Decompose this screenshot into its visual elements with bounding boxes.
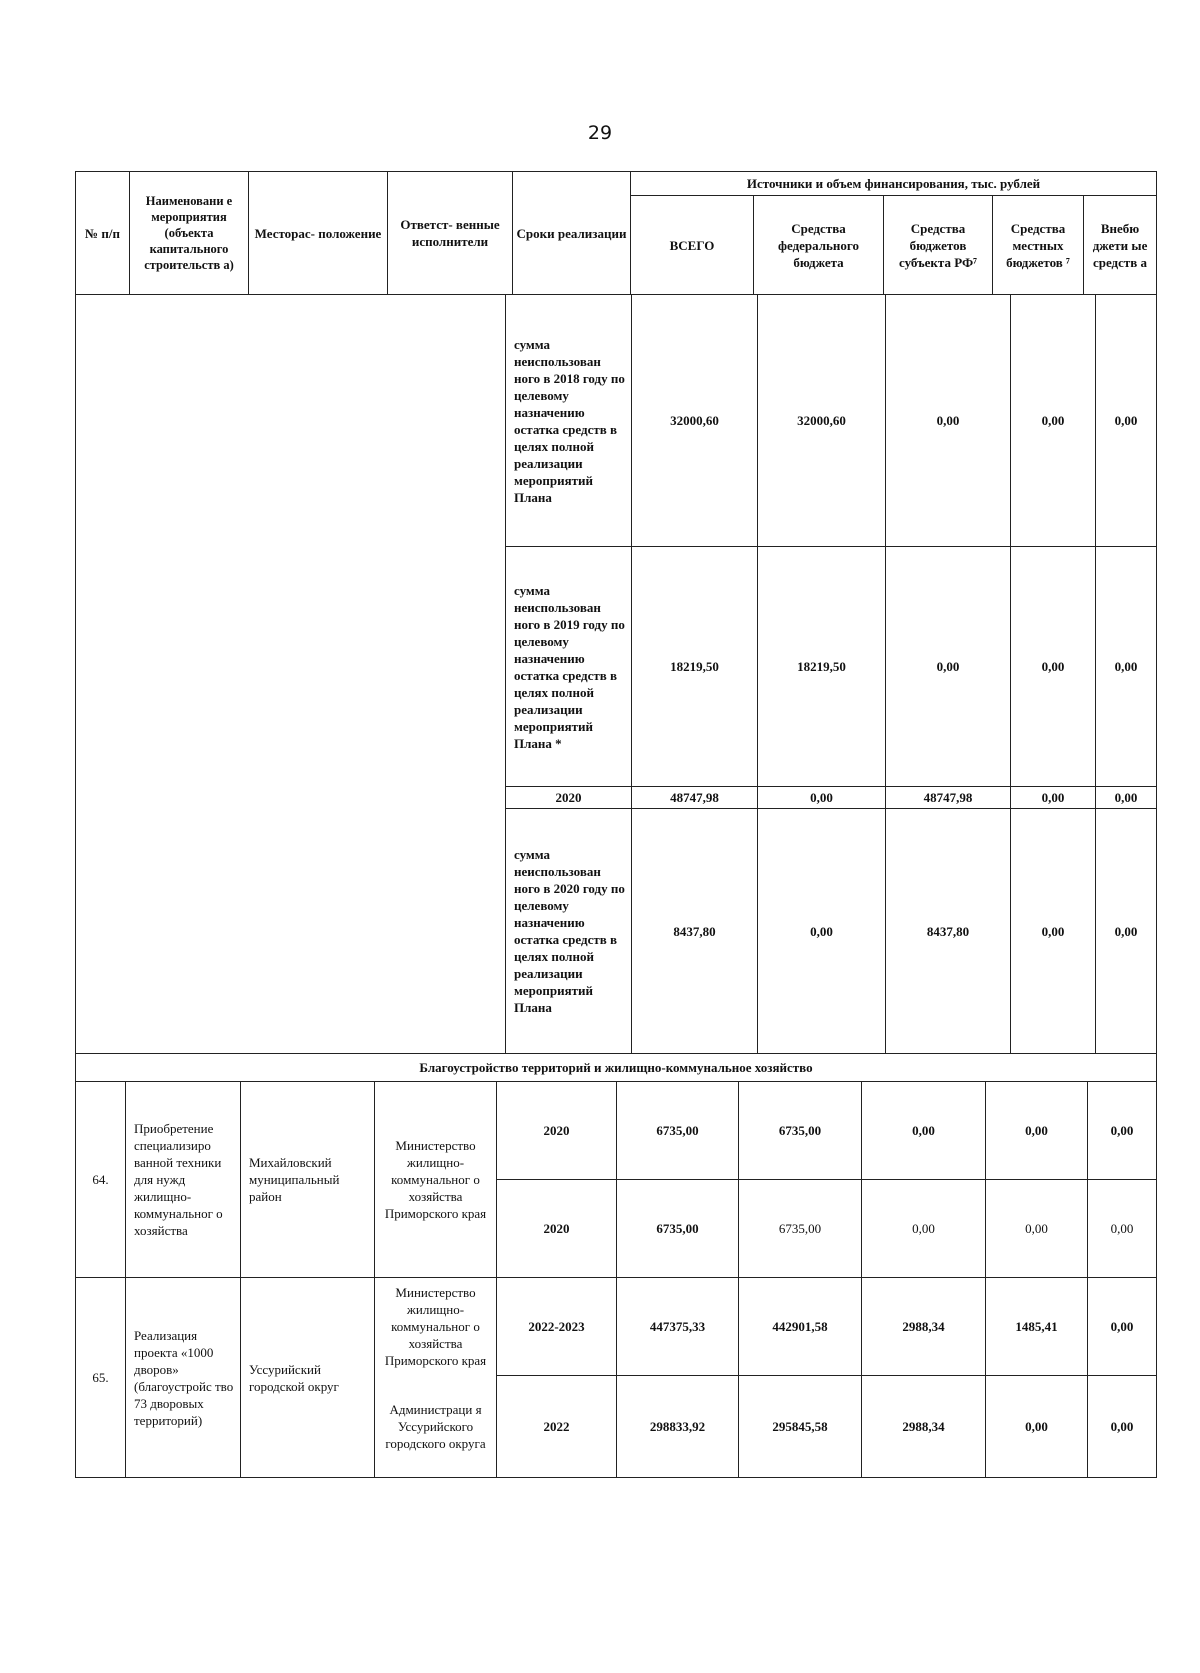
header-col-responsible: Ответст- венные исполнители <box>388 172 513 295</box>
item-65-row-2-federal: 295845,58 <box>739 1376 862 1478</box>
continuation-table <box>75 294 1157 1054</box>
item-64-row-2-total: 6735,00 <box>617 1180 739 1278</box>
cont-row-1-subject: 0,00 <box>886 295 1011 547</box>
item-65-row-1-period: 2022-2023 <box>497 1278 617 1376</box>
cont-row-2-period: сумма неиспользован ного в 2019 году по целевому назначению остатка средств в целях полной реализации мероприятий Плана * <box>506 547 632 787</box>
cont-row-4-total: 8437,80 <box>632 809 758 1054</box>
cont-row-1-period: сумма неиспользован ного в 2018 году по целевому назначению остатка средств в целях полной реализации мероприятий Плана <box>506 295 632 547</box>
cont-row-4-federal: 0,00 <box>758 809 886 1054</box>
item-64-row-1-extra: 0,00 <box>1088 1082 1157 1180</box>
page-number: 29 <box>587 122 613 144</box>
item-65-name: Реализация проекта «1000 дворов» (благоустройс тво 73 дворовых территорий) <box>126 1278 241 1478</box>
item-64-row-2-extra: 0,00 <box>1088 1180 1157 1278</box>
cont-row-3-extra: 0,00 <box>1096 787 1157 809</box>
cont-row-4-subject: 8437,80 <box>886 809 1011 1054</box>
cont-row-3-subject: 48747,98 <box>886 787 1011 809</box>
item-64-row-1-period: 2020 <box>497 1082 617 1180</box>
header-col-no: № п/п <box>76 172 130 295</box>
section-title: Благоустройство территорий и жилищно-коммунальное хозяйство <box>76 1054 1157 1082</box>
item-65-row-1-extra: 0,00 <box>1088 1278 1157 1376</box>
cont-row-1-federal: 32000,60 <box>758 295 886 547</box>
item-65-location: Уссурийский городской округ <box>241 1278 375 1478</box>
item-64-location: Михайловский муниципальный район <box>241 1082 375 1278</box>
cont-row-1-total: 32000,60 <box>632 295 758 547</box>
cont-row-3-total: 48747,98 <box>632 787 758 809</box>
item-64-row-1-subject: 0,00 <box>862 1082 986 1180</box>
header-col-subject: Средства бюджетов субъекта РФ⁷ <box>884 196 993 295</box>
cont-row-4-period: сумма неиспользован ного в 2020 году по целевому назначению остатка средств в целях полной реализации мероприятий Плана <box>506 809 632 1054</box>
item-65-row-1-federal: 442901,58 <box>739 1278 862 1376</box>
header-col-extra: Внебю джети ые средств а <box>1084 196 1157 295</box>
cont-row-2-subject: 0,00 <box>886 547 1011 787</box>
header-col-total: ВСЕГО <box>631 196 754 295</box>
item-64-row-1-local: 0,00 <box>986 1082 1088 1180</box>
items-table <box>75 1053 1157 1478</box>
header-col-period: Сроки реализации <box>513 172 631 295</box>
header-table <box>75 171 1157 295</box>
item-64-responsible: Министерство жилищно- коммунальног о хозяйства Приморского края <box>375 1082 497 1278</box>
item-65-row-1-subject: 2988,34 <box>862 1278 986 1376</box>
item-64-no: 64. <box>76 1082 126 1278</box>
item-65-row-2-subject: 2988,34 <box>862 1376 986 1478</box>
header-col-location: Месторас- положение <box>249 172 388 295</box>
header-col-name: Наименовани е мероприятия (объекта капитального строительств а) <box>130 172 249 295</box>
item-64-row-2-local: 0,00 <box>986 1180 1088 1278</box>
cont-row-2-local: 0,00 <box>1011 547 1096 787</box>
cont-row-3-period: 2020 <box>506 787 632 809</box>
cont-row-2-federal: 18219,50 <box>758 547 886 787</box>
cont-row-4-local: 0,00 <box>1011 809 1096 1054</box>
item-64-name: Приобретение специализиро ванной техники для нужд жилищно- коммунальног о хозяйства <box>126 1082 241 1278</box>
item-64-row-2-period: 2020 <box>497 1180 617 1278</box>
header-col-local: Средства местных бюджетов ⁷ <box>993 196 1084 295</box>
empty-merged-cell <box>76 295 506 1054</box>
header-financing-title: Источники и объем финансирования, тыс. рублей <box>631 172 1157 196</box>
cont-row-2-extra: 0,00 <box>1096 547 1157 787</box>
item-65-row-2-period: 2022 <box>497 1376 617 1478</box>
item-65-responsible-1: Министерство жилищно- коммунальног о хозяйства Приморского края <box>375 1278 497 1376</box>
item-64-row-2-subject: 0,00 <box>862 1180 986 1278</box>
cont-row-4-extra: 0,00 <box>1096 809 1157 1054</box>
header-col-federal: Средства федерального бюджета <box>754 196 884 295</box>
item-65-row-2-local: 0,00 <box>986 1376 1088 1478</box>
item-65-responsible-2: Администраци я Уссурийского городского округа <box>375 1376 497 1478</box>
item-64-row-1-total: 6735,00 <box>617 1082 739 1180</box>
cont-row-1-extra: 0,00 <box>1096 295 1157 547</box>
item-65-row-2-extra: 0,00 <box>1088 1376 1157 1478</box>
cont-row-3-federal: 0,00 <box>758 787 886 809</box>
item-64-row-2-federal: 6735,00 <box>739 1180 862 1278</box>
cont-row-2-total: 18219,50 <box>632 547 758 787</box>
item-65-no: 65. <box>76 1278 126 1478</box>
item-64-row-1-federal: 6735,00 <box>739 1082 862 1180</box>
item-65-row-2-total: 298833,92 <box>617 1376 739 1478</box>
item-65-row-1-total: 447375,33 <box>617 1278 739 1376</box>
cont-row-3-local: 0,00 <box>1011 787 1096 809</box>
item-65-row-1-local: 1485,41 <box>986 1278 1088 1376</box>
cont-row-1-local: 0,00 <box>1011 295 1096 547</box>
